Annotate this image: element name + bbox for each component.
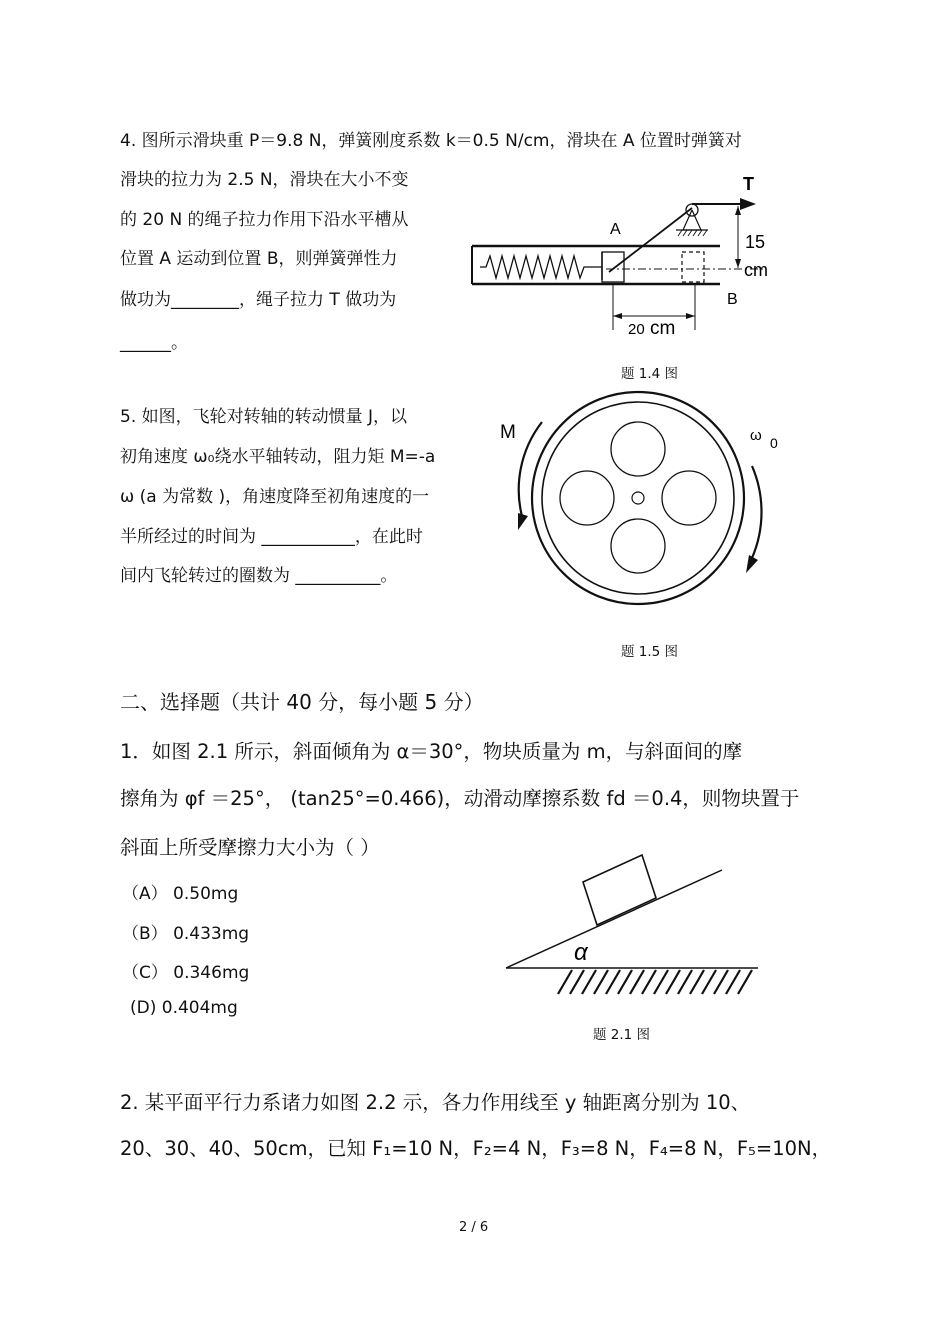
- c1-line-1: 1．如图 2.1 所示，斜面倾角为 α＝30°，物块质量为 m，与斜面间的摩: [120, 740, 743, 763]
- figure-1-5-caption: 题 1.5 图: [621, 644, 679, 660]
- c2-line-1: 2. 某平面平行力系诸力如图 2.2 示，各力作用线至 y 轴距离分别为 10、: [120, 1091, 751, 1114]
- label-omega-subscript: 0: [770, 435, 778, 451]
- option-a: （A） 0.50mg: [122, 884, 239, 904]
- figure-2-1-incline: [500, 850, 764, 1000]
- figure-2-1-caption: 题 2.1 图: [593, 1027, 651, 1043]
- q4-line-2: 滑块的拉力为 2.5 N，滑块在大小不变: [120, 170, 409, 190]
- page-number: 2 / 6: [459, 1220, 489, 1235]
- figure-1-4-caption: 题 1.4 图: [621, 366, 679, 382]
- label-omega: ω: [750, 427, 762, 444]
- label-15: 15: [745, 232, 766, 252]
- option-d: (D) 0.404mg: [130, 998, 238, 1018]
- q5-line-5: 间内飞轮转过的圈数为 __________。: [120, 566, 398, 586]
- q5-line-4: 半所经过的时间为 ___________，在此时: [120, 527, 423, 547]
- label-cm-vertical: cm: [744, 260, 768, 280]
- q4-line-5: 做功为________，绳子拉力 T 做功为: [120, 290, 397, 310]
- option-c: （C） 0.346mg: [122, 963, 250, 983]
- q4-line-6: ______。: [120, 333, 188, 353]
- q5-line-3: ω (a 为常数 )，角速度降至初角速度的一: [120, 487, 430, 507]
- q4-line-3: 的 20 N 的绳子拉力作用下沿水平槽从: [120, 210, 409, 230]
- label-A: A: [610, 221, 621, 238]
- label-T: T: [743, 174, 754, 194]
- option-b: （B） 0.433mg: [122, 924, 250, 944]
- label-20: 20: [628, 321, 645, 338]
- q4-line-4: 位置 A 运动到位置 B，则弹簧弹性力: [120, 249, 398, 269]
- figure-1-5-flywheel: [490, 388, 790, 618]
- figure-1-4-slider-spring: [466, 168, 786, 348]
- c1-line-2: 擦角为 φf ＝25°， (tan25°=0.466)，动滑动摩擦系数 fd ＝0.4，则物块置于: [120, 787, 800, 810]
- c1-line-3: 斜面上所受摩擦力大小为（ ）: [120, 836, 380, 859]
- label-alpha: α: [574, 939, 588, 966]
- label-M: M: [500, 422, 516, 443]
- c2-line-2: 20、30、40、50cm，已知 F₁=10 N，F₂=4 N，F₃=8 N，F₄=8 N，F₅=10N，: [120, 1137, 832, 1160]
- label-cm-horizontal: cm: [650, 318, 676, 339]
- q5-line-1: 5. 如图，飞轮对转轴的转动惯量 J，以: [120, 407, 408, 427]
- label-B: B: [727, 291, 738, 308]
- q5-line-2: 初角速度 ω₀绕水平轴转动，阻力矩 M=-a: [120, 447, 436, 467]
- q4-line-1: 4. 图所示滑块重 P＝9.8 N，弹簧刚度系数 k＝0.5 N/cm，滑块在 A 位置时弹簧对: [120, 131, 742, 151]
- section-heading: 二、选择题（共计 40 分，每小题 5 分）: [120, 690, 484, 714]
